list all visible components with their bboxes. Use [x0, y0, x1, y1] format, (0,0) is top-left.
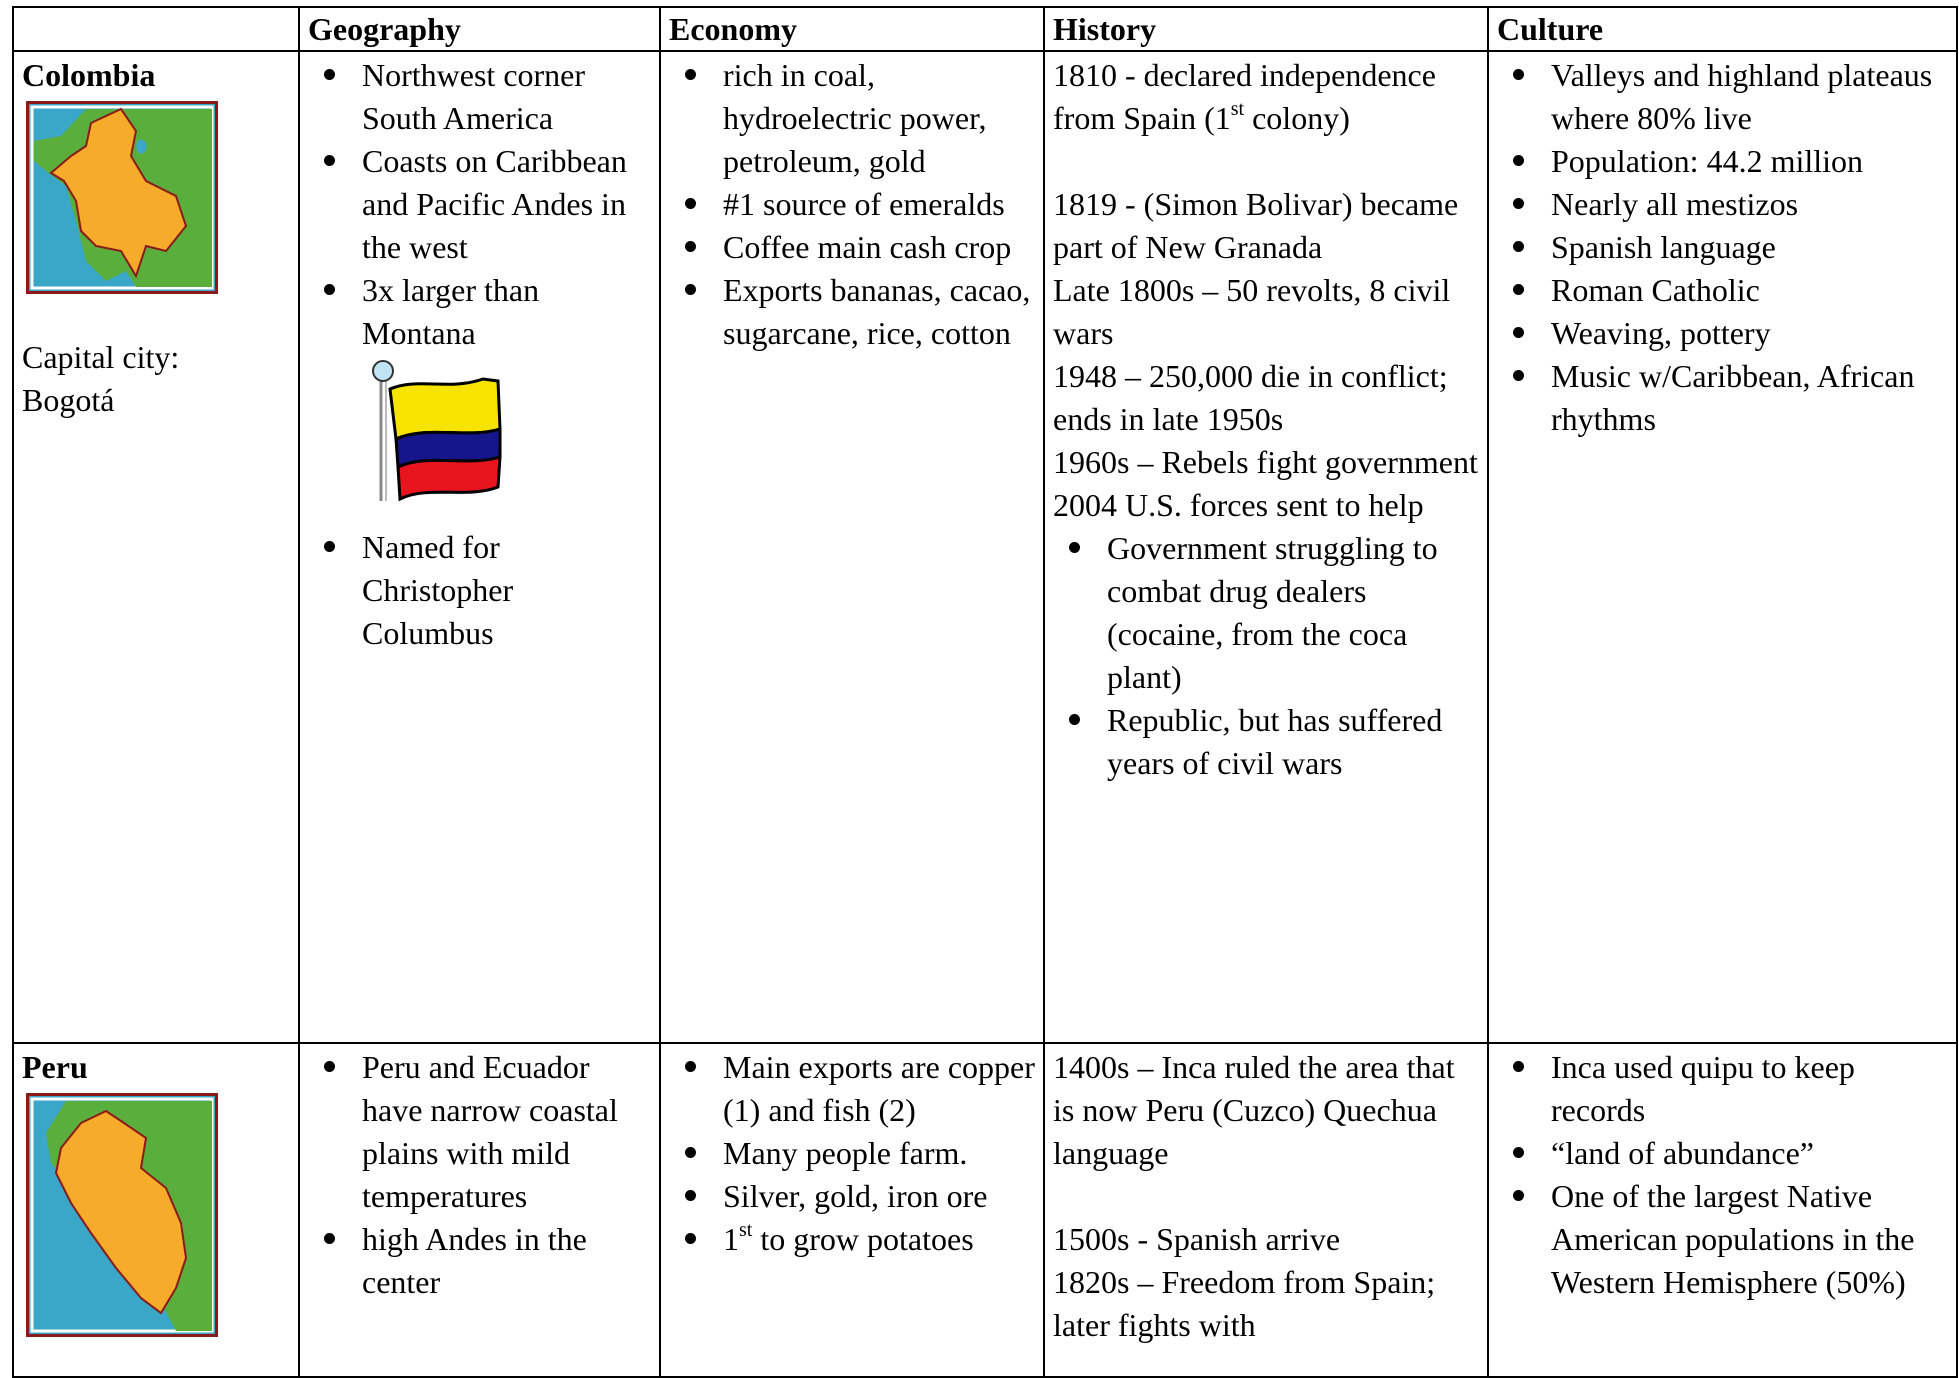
list-item: Weaving, pottery	[1551, 312, 1948, 355]
list-item	[723, 1218, 1035, 1261]
list-item: high Andes in the center	[362, 1218, 651, 1304]
list-item: Named for Christopher Columbus	[362, 526, 651, 655]
list-item: One of the largest Native American populations in the Western Hemisphere (50%)	[1551, 1175, 1948, 1304]
cell-economy-peru	[660, 1043, 1044, 1377]
cell-country-peru	[13, 1043, 299, 1377]
table-row-colombia	[13, 51, 1957, 1043]
history-line: 1820s – Freedom from Spain; later fights with	[1053, 1264, 1436, 1343]
header-row	[13, 7, 1957, 51]
colombia-map-image	[26, 101, 218, 294]
list-item: Northwest corner South America	[362, 54, 651, 140]
list-item: Nearly all mestizos	[1551, 183, 1948, 226]
table-row-peru	[13, 1043, 1957, 1377]
cell-culture-peru	[1488, 1043, 1957, 1377]
list-item: Coasts on Caribbean and Pacific Andes in the west	[362, 140, 651, 269]
cell-country-colombia	[13, 51, 299, 1043]
header-culture: Culture	[1488, 7, 1957, 51]
economy-text: 1	[723, 1221, 739, 1257]
list-item: Roman Catholic	[1551, 269, 1948, 312]
cell-culture-colombia	[1488, 51, 1957, 1043]
history-paragraph: 1400s – Inca ruled the area that is now Peru (Cuzco) Quechua language	[1053, 1049, 1455, 1171]
list-item: Silver, gold, iron ore	[723, 1175, 1035, 1218]
history-line: 1819 - (Simon Bolivar) became part of New Granada	[1053, 186, 1459, 265]
list-item: Government struggling to combat drug dealers (cocaine, from the coca plant)	[1107, 527, 1479, 699]
list-item: “land of abundance”	[1551, 1132, 1948, 1175]
list-item: #1 source of emeralds	[723, 183, 1035, 226]
header-geography: Geography	[299, 7, 660, 51]
geography-list	[308, 1046, 651, 1304]
country-name: Peru	[22, 1049, 88, 1085]
capital-value: Bogotá	[22, 382, 115, 418]
history-paragraph	[1053, 54, 1479, 140]
cell-history-peru	[1044, 1043, 1488, 1377]
header-country	[13, 7, 299, 51]
flag-icon	[308, 359, 508, 505]
cell-geography-peru	[299, 1043, 660, 1377]
list-item: Population: 44.2 million	[1551, 140, 1948, 183]
list-item: Coffee main cash crop	[723, 226, 1035, 269]
economy-list	[669, 1046, 1035, 1261]
list-item: Music w/Caribbean, African rhythms	[1551, 355, 1948, 441]
list-item: 3x larger than Montana	[362, 269, 651, 355]
header-economy: Economy	[660, 7, 1044, 51]
comparison-table	[12, 6, 1958, 1378]
culture-list	[1497, 1046, 1948, 1304]
history-line: 1500s - Spanish arrive	[1053, 1221, 1341, 1257]
header-history: History	[1044, 7, 1488, 51]
peru-map-image	[26, 1093, 218, 1337]
economy-list	[669, 54, 1035, 355]
list-item: Valleys and highland plateaus where 80% live	[1551, 54, 1948, 140]
list-item: Republic, but has suffered years of civil wars	[1107, 699, 1479, 785]
list-item: Exports bananas, cacao, sugarcane, rice, cotton	[723, 269, 1035, 355]
history-line: 2004 U.S. forces sent to help	[1053, 487, 1424, 523]
history-list	[1053, 527, 1479, 785]
capital-label: Capital city:	[22, 339, 180, 375]
country-name: Colombia	[22, 57, 156, 93]
culture-list	[1497, 54, 1948, 441]
cell-history-colombia	[1044, 51, 1488, 1043]
history-text: 1810 - declared independence from Spain (1	[1053, 57, 1436, 136]
list-item: Peru and Ecuador have narrow coastal plains with mild temperatures	[362, 1046, 651, 1218]
geography-list-2	[308, 526, 651, 655]
superscript: st	[1230, 98, 1245, 121]
cell-economy-colombia	[660, 51, 1044, 1043]
list-item: Inca used quipu to keep records	[1551, 1046, 1948, 1132]
list-item: rich in coal, hydroelectric power, petroleum, gold	[723, 54, 1035, 183]
economy-text: to grow potatoes	[752, 1221, 974, 1257]
superscript: st	[739, 1219, 753, 1242]
list-item: Main exports are copper (1) and fish (2)	[723, 1046, 1035, 1132]
list-item: Spanish language	[1551, 226, 1948, 269]
colombia-flag-image	[308, 359, 651, 516]
list-item: Many people farm.	[723, 1132, 1035, 1175]
history-line: Late 1800s – 50 revolts, 8 civil wars	[1053, 272, 1451, 351]
geography-list	[308, 54, 651, 355]
history-line: 1948 – 250,000 die in conflict; ends in late 1950s	[1053, 358, 1448, 437]
cell-geography-colombia	[299, 51, 660, 1043]
history-text: colony)	[1244, 100, 1350, 136]
history-line: 1960s – Rebels fight government	[1053, 444, 1478, 480]
